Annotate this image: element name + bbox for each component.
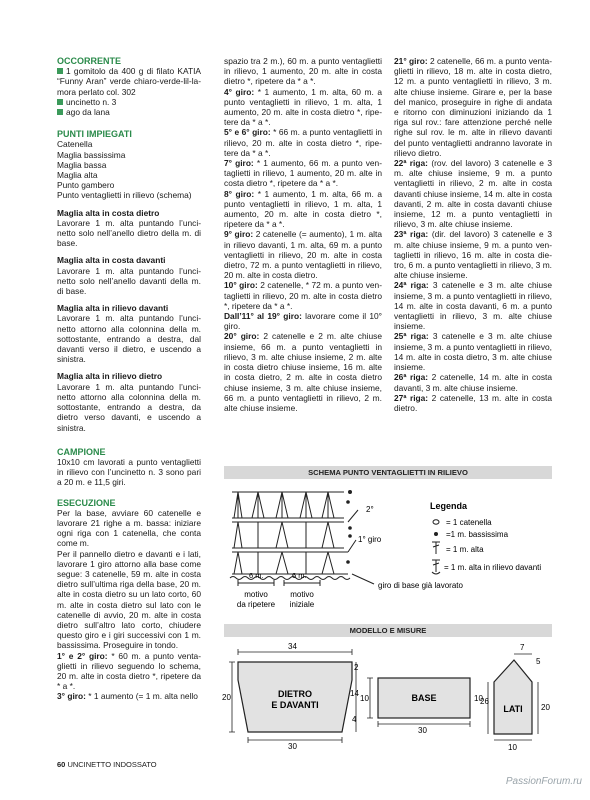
stitch-text: Lavorare 1 m. alta puntando l’unci-netto attorno alla colonnina della m. sottostante, entrando a destra, dal davanti verso il dietro, e uscendo a sinistra. [57,313,201,365]
stitch-chart [224,482,552,622]
stitch-list-item: Catenella [57,139,93,150]
round-instruction: 20° giro: 2 catenelle e 2 m. alte chiuse insieme, 66 m. a punto ventaglietti in rilievo, 3 m. alte chiuse insieme, 2 m. alte in costa dietro chiuse insieme, 16 m. alte in costa dietro, 2 m. alte in costa dietro chiuse insieme, 3 m. alte chiuse insieme, 66 m. a punto ventaglietti in rilievo, 2 m. alte chiuse insieme. [224,331,382,413]
lati-label: LATI [503,704,523,714]
campione-text: 10x10 cm lavorati a punto ventaglietti in rilievo con l’uncinetto n. 3 sono pari a 20 m. e 11,5 giri. [57,456,201,488]
round-instruction: 25ª riga: 3 catenelle e 3 m. alte chiuse insieme, 3 m. a punto ventaglietti in rilievo, 14 m. alte in costa dietro, 3 m. alte chiuse insieme. [394,331,552,373]
round-instruction: 3° giro: * 1 aumento (= 1 m. alta nello [57,691,198,702]
stitch-title: Maglia alta in rilievo dietro [57,371,163,382]
measure-label: 4 [352,715,357,724]
bullet-square-icon [57,99,63,105]
motif-initial-label: motivo iniziale [289,590,315,609]
legend-item: =1 m. bassissima [446,530,509,539]
stitch-list-item: Punto gambero [57,180,115,191]
materials-item: 1 gomitolo da 400 g di filato KATIA “Funny Aran” verde chiaro-verde-lil-la-mora perlato col. 302 [57,66,201,97]
slip-stitch-icon [434,532,438,536]
round-label-2: 2° [366,505,374,514]
stitch-title: Maglia alta in costa dietro [57,207,160,218]
measure-label: 30 [288,742,297,751]
column-1 [57,56,201,702]
materials-item: ago da lana [57,107,201,117]
motif-count-label: 6 m. [249,571,264,580]
legend-item: = 1 catenella [446,518,492,527]
round-instruction: 5° e 6° giro: * 66 m. a punto ventaglietti in rilievo, 20 m. alte in costa dietro *, ripe-tere da * a *. [224,127,383,158]
measure-label: 34 [288,642,297,651]
measure-label: 30 [418,726,427,735]
watermark: PassionForum.ru [505,776,582,787]
legend-item: = 1 m. alta [446,545,484,554]
legend-title: Legenda [430,501,468,511]
heading-occorrente: OCCORRENTE [57,56,122,66]
round-instruction: 26ª riga: 2 catenelle, 14 m. alte in costa davanti, 3 m. alte chiuse insieme. [394,372,552,393]
measure-label: 26 [480,697,489,706]
round-instruction: 22ª riga: (rov. del lavoro) 3 catenelle e 3 m. alte chiuse insieme, 9 m. a punto ventaglietti in rilievo, 2 m. alte in costa davanti chiuse insieme, 14 m. alte in costa davanti, 2 m. alte in costa davanti chiuse insieme, 12 m. a punto ventaglietti in rilievo, 3 m. alte chiuse insieme. [394,158,552,230]
measure-label: 5 [536,657,541,666]
round-instruction: 10° giro: 2 catenelle, * 72 m. a punto ven-taglietti in rilievo, 20 m. alte in costa dietro *, ripetere da * a *. [224,280,382,311]
motif-repeat-label: motivo da ripetere [236,590,276,609]
measure-label: 20 [541,703,550,712]
bullet-square-icon [57,109,63,115]
schema-title-bar: SCHEMA PUNTO VENTAGLIETTI IN RILIEVO [224,466,552,479]
round-instruction: 8° giro: * 1 aumento, 1 m. alta, 66 m. a punto ventaglietti in rilievo, 1 m. alta, 1 aumento, 20 m. alte in costa dietro *, ripetere da * a *. [224,188,382,230]
chain-stitch-icon [433,520,439,524]
measure-label: 10 [360,694,369,703]
measure-label: 7 [520,643,525,652]
round-instruction: 21° giro: 2 catenelle, 66 m. a punto venta-glietti in rilievo, 18 m. alte in costa dietro, 12 m. a punto ventaglietti in rilievo, 3 m. alte chiuse insieme. Girare e, per la base del manico, proseguire in righe di andata e ritorno con diminuzioni iniziando da 1 riga sul rov.: fare attenzione perché nelle righe sul rov. le m. alte in rilievo davanti del punto ventaglietti andranno lavorate in rilievo dietro. [394,56,552,158]
pattern-pieces [224,640,552,752]
stitch-list-item: Maglia bassa [57,159,107,170]
measure-label: 2 [354,663,359,672]
measure-label: 14 [350,689,359,698]
esecuzione-text: Per il pannello dietro e davanti e i lati, lavorare 1 giro attorno alla base come segue: 3 catenelle, 59 m. alte in costa dietro sull’ultima riga della base, 20 m. alte in costa dietro su un lato corto, 60 m. alte in costa dietro sul lato con le catenelle di avvio, 20 m. alte in costa dietro sull’altro lato corto, chiudere questo giro e i giri successivi con 1 m. bassissima. Proseguire in tondo. [57,548,201,651]
legend-item: = 1 m. alta in rilievo davanti [444,563,542,572]
double-crochet-icon [432,542,440,554]
base-label: BASE [411,693,437,703]
round-instruction: 4° giro: * 1 aumento, 1 m. alta, 60 m. a punto ventaglietti in rilievo, 1 m. alta, 1 aumento, 20 m. alte in costa dietro *, ripe-tere da * a *. [224,86,382,128]
front-post-double-icon [432,560,440,574]
measure-label: 10 [508,743,517,752]
page-footer: 60 UNCINETTO INDOSSATO [57,760,157,769]
stitch-text: Lavorare 1 m. alta puntando l’unci-netto solo nell’anello dietro della m. di base. [57,217,201,249]
materials-item: uncinetto n. 3 [57,97,201,107]
round-instruction: spazio tra 2 m.), 60 m. a punto ventaglietti in rilievo, 1 aumento, 20 m. alte in costa dietro *, ripetere da * a *. [224,56,382,87]
esecuzione-text: Per la base, avviare 60 catenelle e lavorare 21 righe a m. bassa: iniziare ogni riga con 1 catenella, che conta come m. [57,507,201,549]
stitch-list-item: Maglia bassissima [57,149,126,160]
measure-label: 10 [474,694,483,703]
round-instruction: 24ª riga: 3 catenelle e 3 m. alte chiuse insieme, 3 m. a punto ventaglietti in rilievo, 14 m. alte in costa davanti, 6 m. a punto ventaglietti in rilievo, 3 m. alte chiuse insieme. [394,280,552,332]
modello-title-bar: MODELLO E MISURE [224,624,552,637]
heading-campione: CAMPIONE [57,446,106,457]
stitch-text: Lavorare 1 m. alta puntando l’unci-netto solo nell’anello davanti della m. di base. [57,265,201,297]
round-instruction: 23ª riga: (dir. del lavoro) 3 catenelle e 3 m. alte chiuse insieme, 9 m. a punto ven-taglietti in rilievo, 16 m. alte in costa die-tro, 6 m. a punto ventaglietti in rilievo, 3 m. alte chiuse insieme. [394,229,552,281]
stitch-list-item: Punto ventaglietti in rilievo (schema) [57,190,192,201]
measure-label: 20 [222,693,231,702]
stitch-text: Lavorare 1 m. alta puntando l’unci-netto attorno alla colonnina della m. sottostante, entrando a destra, da dietro verso davanti, e uscendo a sinistra. [57,381,201,433]
stitch-list-item: Maglia alta [57,170,98,181]
bullet-square-icon [57,68,63,74]
column-3 [394,56,552,413]
stitch-title: Maglia alta in rilievo davanti [57,303,169,314]
round-instruction: Dall’11° al 19° giro: lavorare come il 10° giro. [224,311,383,332]
heading-esecuzione: ESECUZIONE [57,497,116,508]
round-label-1: 1° giro [358,535,382,544]
stitch-title: Maglia alta in costa davanti [57,255,166,266]
heading-punti: PUNTI IMPIEGATI [57,129,132,140]
round-instruction: 9° giro: 2 catenelle (= aumento), 1 m. alta in rilievo davanti, 1 m. alta, 69 m. a punto ventaglietti in rilievo, 20 m. alte in costa dietro, 72 m. a punto ventaglietti in rilievo, 20 m. alte in costa dietro. [224,229,382,281]
round-instruction: 1° e 2° giro: * 60 m. a punto venta-glietti in rilievo seguendo lo schema, 20 m. alte in costa dietro *, ripetere da * a *. [57,650,202,692]
round-instruction: 27ª riga: 2 catenelle, 13 m. alte in costa dietro. [394,392,552,413]
base-round-label: giro di base già lavorato [378,581,463,590]
column-2 [224,56,382,413]
dietro-davanti-label: DIETRO E DAVANTI [271,689,319,710]
round-instruction: 7° giro: * 1 aumento, 66 m. a punto ven-taglietti in rilievo, 1 aumento, 20 m. alte in costa dietro *, ripetere da * a *. [224,158,383,189]
motif-count-label: 6 m. [292,571,307,580]
